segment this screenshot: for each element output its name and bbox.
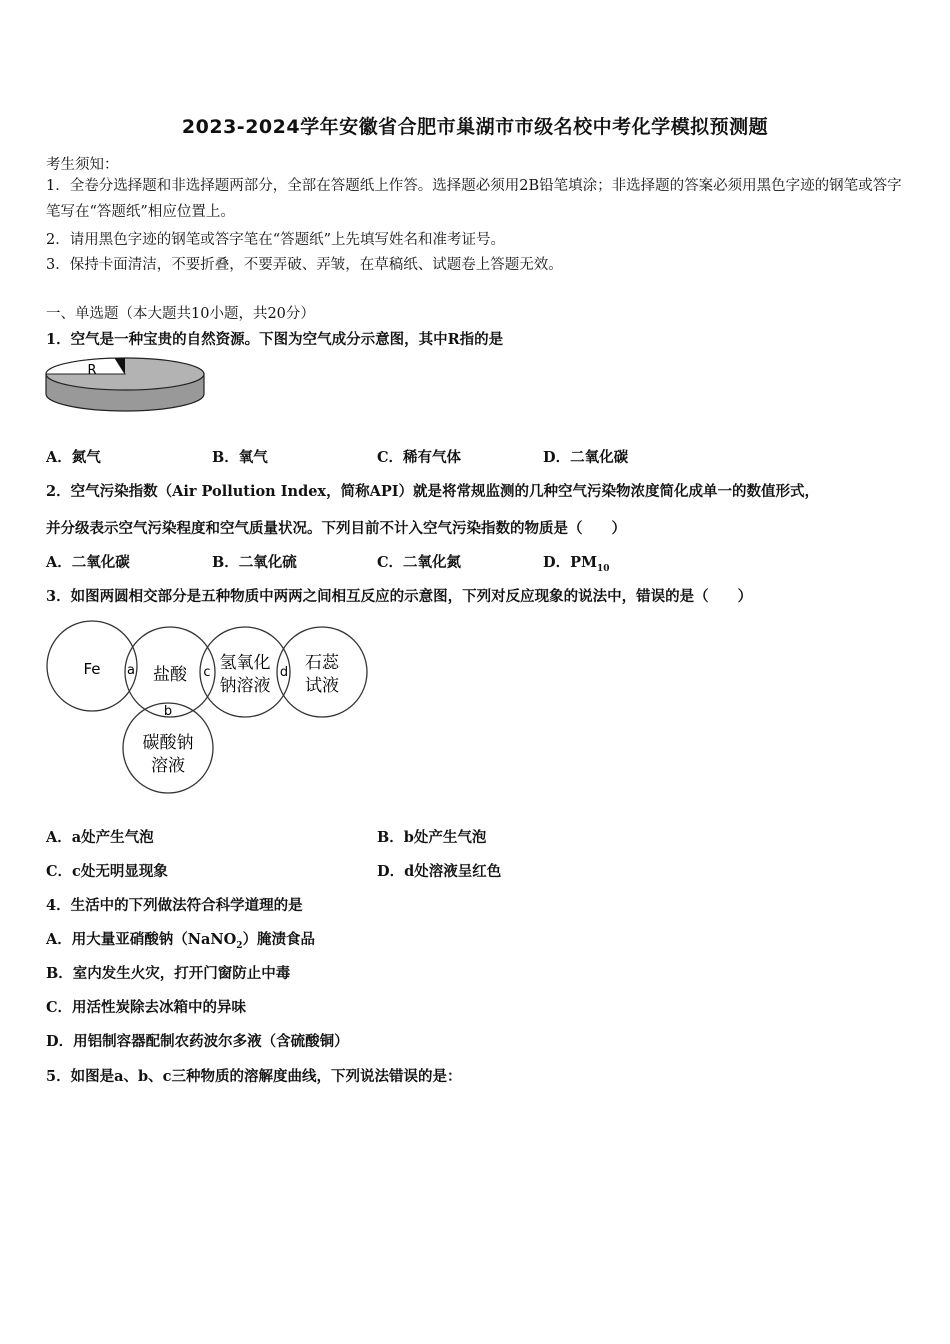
q3-option-d: D．d处溶液呈红色 [377,863,502,880]
q2-option-d-subscript: 10 [597,563,610,574]
section-heading: 一、单选题（本大题共10小题，共20分） [46,306,315,322]
label-na2co3-1: 碳酸钠 [142,733,194,753]
q4-option-a [46,928,315,951]
label-b: b [163,704,173,719]
q2-option-a: A．二氧化碳 [46,554,130,571]
label-fe: Fe [83,660,101,678]
q4-option-a-text-end: ）腌渍食品 [242,931,316,948]
notice-item-3: 3．保持卡面清洁，不要折叠，不要弄破、弄皱，在草稿纸、试题卷上答题无效。 [46,257,563,273]
q1-option-d: D．二氧化碳 [543,449,629,466]
q3-option-b: B．b处产生气泡 [377,829,487,846]
q2-option-d [543,551,610,574]
label-litmus-2: 试液 [305,676,339,696]
notice-item-1: 1．全卷分选择题和非选择题两部分，全部在答题纸上作答。选择题必须用2B铅笔填涂；非选择题的答案必须用黑色字迹的钢笔或答字笔写在“答题纸”相应位置上。 [46,178,902,220]
q2-option-c: C．二氧化氮 [377,554,462,571]
label-d: d [279,665,289,680]
notice-heading: 考生须知： [46,157,119,173]
q4-option-a-subscript: 2 [236,940,243,951]
q1-option-c: C．稀有气体 [377,449,462,466]
q2-option-d-text: D．PM [543,554,598,571]
q4-option-a-text: A．用大量亚硝酸钠（NaNO [46,931,237,948]
q4-stem: 4．生活中的下列做法符合科学道理的是 [46,897,303,914]
q1-option-b: B．氧气 [212,449,268,466]
label-na2co3-2: 溶液 [151,756,185,776]
label-c: c [203,665,211,680]
label-litmus-1: 石蕊 [305,653,339,673]
q3-stem: 3．如图两圆相交部分是五种物质中两两之间相互反应的示意图，下列对反应现象的说法中，错误的是（ ） [46,588,753,605]
q4-option-b: B．室内发生火灾，打开门窗防止中毒 [46,965,291,982]
q4-option-c: C．用活性炭除去冰箱中的异味 [46,999,247,1016]
q1-option-a: A．氮气 [46,449,101,466]
pie-r-label: R [87,363,97,378]
q1-air-pie-figure [44,356,206,416]
q3-option-c: C．c处无明显现象 [46,863,168,880]
q3-reaction-diagram [40,614,380,804]
label-naoh-2: 钠溶液 [219,676,271,696]
q3-option-a: A．a处产生气泡 [46,829,154,846]
pie-r-slice [46,358,125,374]
label-acid: 盐酸 [153,665,187,685]
q1-stem: 1．空气是一种宝贵的自然资源。下图为空气成分示意图，其中R指的是 [46,331,504,348]
label-a: a [127,663,135,678]
notice-item-2: 2．请用黑色字迹的钢笔或答字笔在“答题纸”上先填写姓名和准考证号。 [46,232,506,248]
q2-stem-line1: 2．空气污染指数（Air Pollution Index，简称API）就是将常规监测的几种空气污染物浓度简化成单一的数值形式， [46,483,820,500]
q5-stem: 5．如图是a、b、c三种物质的溶解度曲线，下列说法错误的是： [46,1068,462,1085]
q2-stem-line2: 并分级表示空气污染程度和空气质量状况。下列目前不计入空气污染指数的物质是（ ） [46,520,626,537]
q2-option-b: B．二氧化硫 [212,554,297,571]
q4-option-d: D．用铝制容器配制农药波尔多液（含硫酸铜） [46,1033,349,1050]
label-naoh-1: 氢氧化 [219,653,271,673]
exam-title: 2023-2024学年安徽省合肥市巢湖市市级名校中考化学模拟预测题 [181,116,769,138]
